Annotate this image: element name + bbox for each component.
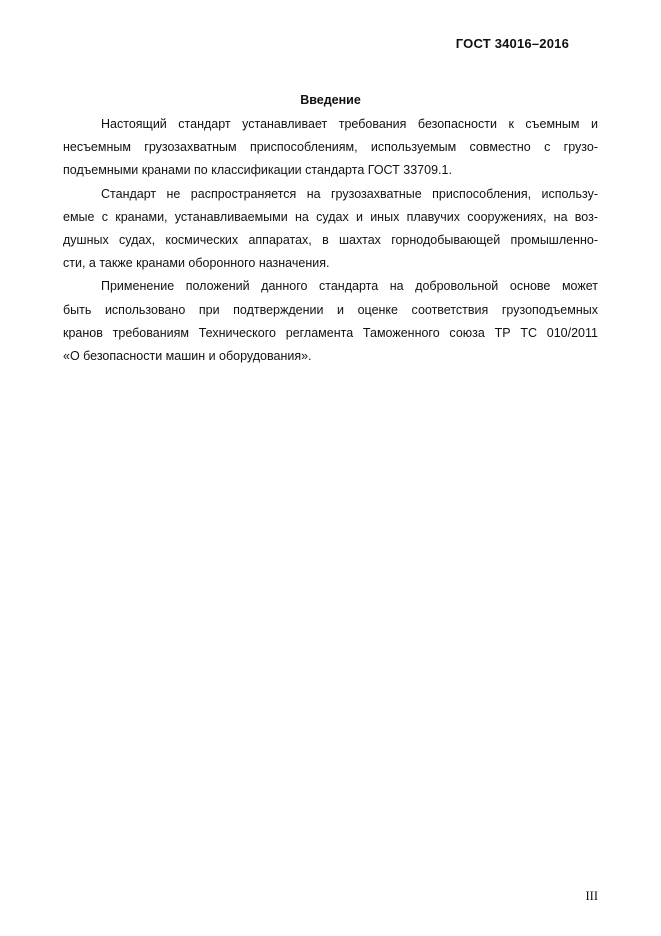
page-number: III (585, 889, 598, 903)
body-text (63, 113, 598, 368)
paragraph-application (63, 275, 598, 368)
text-line: несъемным грузозахватным приспособлениям, используемым совместно с грузо- (63, 140, 598, 155)
document-code: ГОСТ 34016–2016 (455, 36, 569, 51)
paragraph-exclusions (63, 183, 598, 276)
text-line: подъемными кранами по классификации стандарта ГОСТ 33709.1. (63, 163, 452, 178)
text-line: душных судах, космических аппаратах, в шахтах горнодобывающей промышленно- (63, 233, 598, 248)
text-line: Применение положений данного стандарта на добровольной основе может (101, 279, 598, 294)
paragraph-scope (63, 113, 598, 183)
text-line: Настоящий стандарт устанавливает требования безопасности к съемным и (101, 117, 598, 131)
text-line: сти, а также кранами оборонного назначения. (63, 256, 330, 271)
text-line: Стандарт не распространяется на грузозахватные приспособления, использу- (101, 186, 598, 201)
text-line: емые с кранами, устанавливаемыми на судах и иных плавучих сооружениях, на воз- (63, 209, 598, 224)
section-title: Введение (300, 93, 361, 107)
text-line: быть использовано при подтверждении и оценке соответствия грузоподъемных (63, 302, 598, 317)
text-line: «О безопасности машин и оборудования». (63, 349, 312, 364)
text-line: кранов требованиям Технического регламента Таможенного союза ТР ТС 010/2011 (63, 325, 598, 340)
